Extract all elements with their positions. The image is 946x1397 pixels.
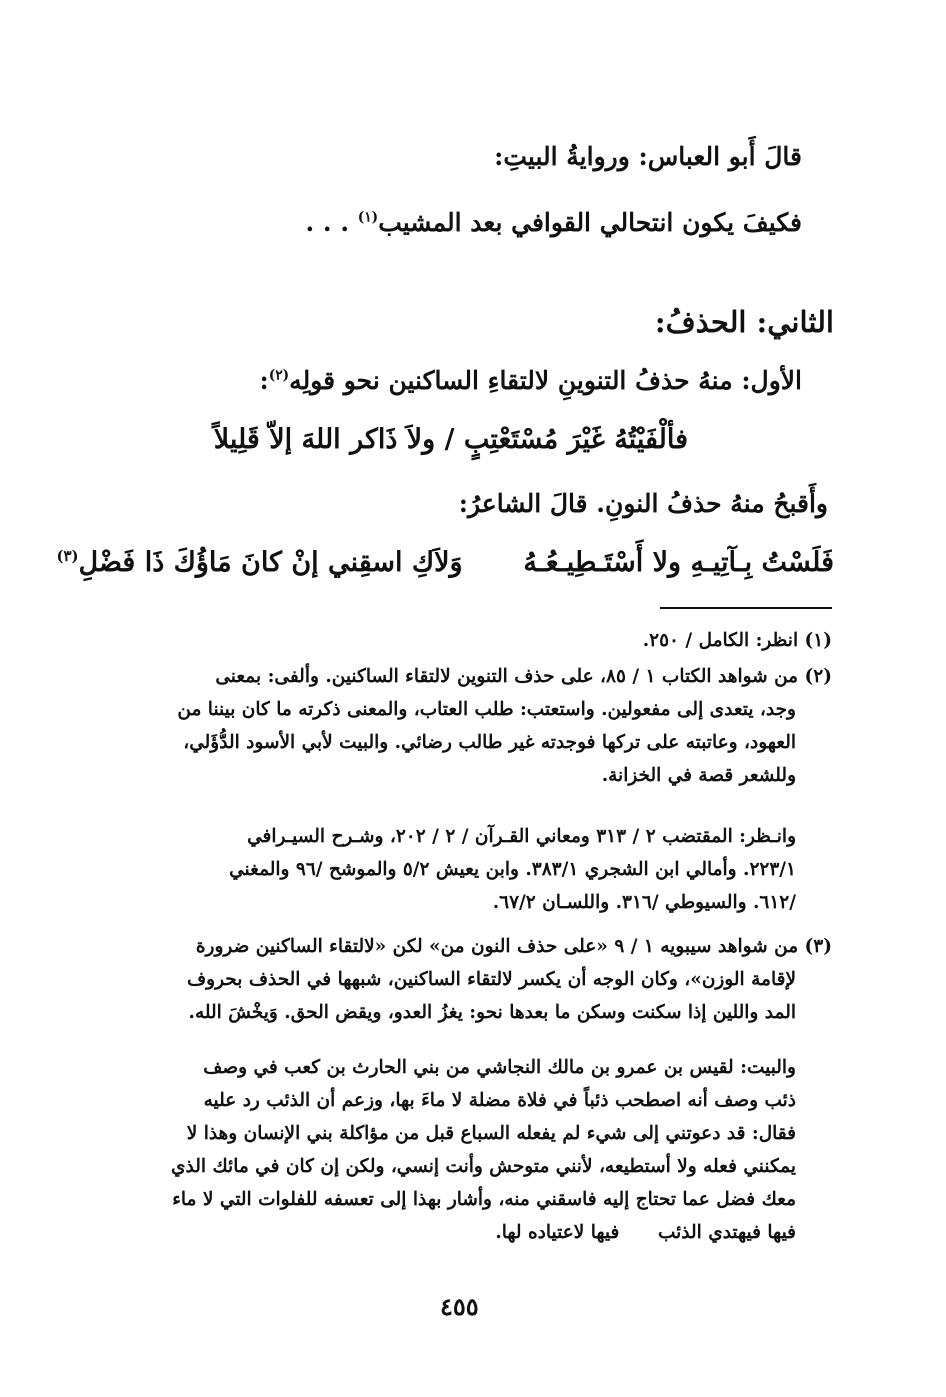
footnote-3b-line: معك فضل عما تحتاج إليه فاسقني منه، وأشار بهذا إلى تعسفه للفلوات التي لا ماء [172,1189,796,1210]
footnote-3-line: (٣) من شواهد سيبويه ١ / ٩ «على حذف النون من» لكن «لالتقاء الساكنين ضرورة [195,936,832,957]
footnote-3-line: لإقامة الوزن»، وكان الوجه أن يكسر لالتقاء الساكنين، شبهها في الحذف بحروف [186,969,796,990]
page-number: ٤٥٥ [440,1292,479,1321]
footnote-2b-line: ٢٢٣/١. وأمالي ابن الشجري ٣٨٣/١. وابن يعيش ٥/٢ والموشح /٩٦ والمغني [229,859,796,880]
quoted-verse-text: فكيفَ يكون انتحالي القوافي بعد المشيب [378,208,802,237]
footnote-3 [142,930,832,1029]
footnote-2-line: وللشعر قصة في الخزانة. [601,765,796,786]
verse-2-right-hemistich: فَلَسْتُ بِـآتِيـهِ ولا أَسْتَـطِيـعُـهُ [523,547,834,578]
section-heading: الثاني: الحذفُ: [654,305,834,339]
colon: : [259,366,269,395]
footnote-ref-1: (١) [357,209,379,226]
footnote-3b-line: فقال: قد دعوتني إلى شيء لم يفعله السباع قبل من مؤاكلة بني الإنسان وهذا لا [186,1123,796,1144]
footnote-2-references [142,820,832,919]
ellipsis: . . . [305,208,350,237]
footnote-2-line: (٢) من شواهد الكتاب ١ / ٨٥، على حذف التنوين لالتقاء الساكنين. وألفى: بمعنى [215,666,832,687]
body-line-4: وأَقبحُ منهُ حذفُ النونِ. قالَ الشاعرُ: [458,489,828,518]
first-point-text: الأول: منهُ حذفُ التنوينِ لالتقاءِ الساكنين نحو قولِه [289,366,802,395]
footnote-2b-line: وانـظر: المقتضب ٢ / ٣١٣ ومعاني القـرآن / ٢ / ٢٠٢، وشـرح السيـرافي [247,826,796,847]
footnote-separator [660,607,832,609]
body-line-1: قالَ أَبو العباس: وروايةُ البيتِ: [494,142,802,171]
footnote-3-line: المد واللين إذا سكنت وسكن ما بعدها نحو: يغزُ العدو، ويقض الحق. وَيخْشَ الله. [188,1002,796,1023]
footnote-2-line: وجد، يتعدى إلى مفعولين. واستعتب: طلب العتاب، والمعنى ذكرته ما كان بيننا من [177,699,796,720]
footnote-ref-3: (٣) [56,547,79,565]
body-line-3 [260,366,802,395]
footnote-2-line: العهود، وعاتبته على تركها فوجدته غير طالب رضائي. والبيت لأبي الأسود الدُّؤَلي، [183,732,796,753]
verse-2-left-hemistich: وَلاَكِ اسقِني إنْ كانَ مَاؤُكَ ذَا فَضْلِ [78,547,463,578]
footnote-3b-line: ذئب وصف أنه اصطحب ذئباً في فلاة مضلة لا ماءَ بها، وزعم أن الذئب رد عليه [203,1090,796,1111]
footnote-2b-line: /٦١٢. والسيوطي /٣١٦. واللسـان ٦٧/٢. [492,892,796,913]
footnote-1: (١) انظر: الكامل / ٢٥٠. [642,630,832,651]
footnote-3b-line: فيها فيهتدي الذئب فيها لاعتياده لها. [495,1222,796,1243]
body-line-2 [306,208,802,237]
footnote-3-commentary [142,1051,832,1249]
footnote-ref-2: (٢) [268,367,290,384]
verse-2 [56,547,834,578]
footnote-3b-line: والبيت: لقيس بن عمرو بن مالك النجاشي من بني الحارث بن كعب في وصف [203,1057,796,1078]
footnote-3b-line: يمكنني فعله ولا أستطيعه، لأنني متوحش وأنت إنسي، ولكن إن كان في مائك الذي [171,1156,796,1177]
verse-1: فألْفَيْتُهُ غَيْرَ مُسْتَعْتِبٍ / ولاَ ذَاكر اللهَ إلاّ قَلِيلاً [213,424,688,455]
footnote-2 [142,660,832,792]
